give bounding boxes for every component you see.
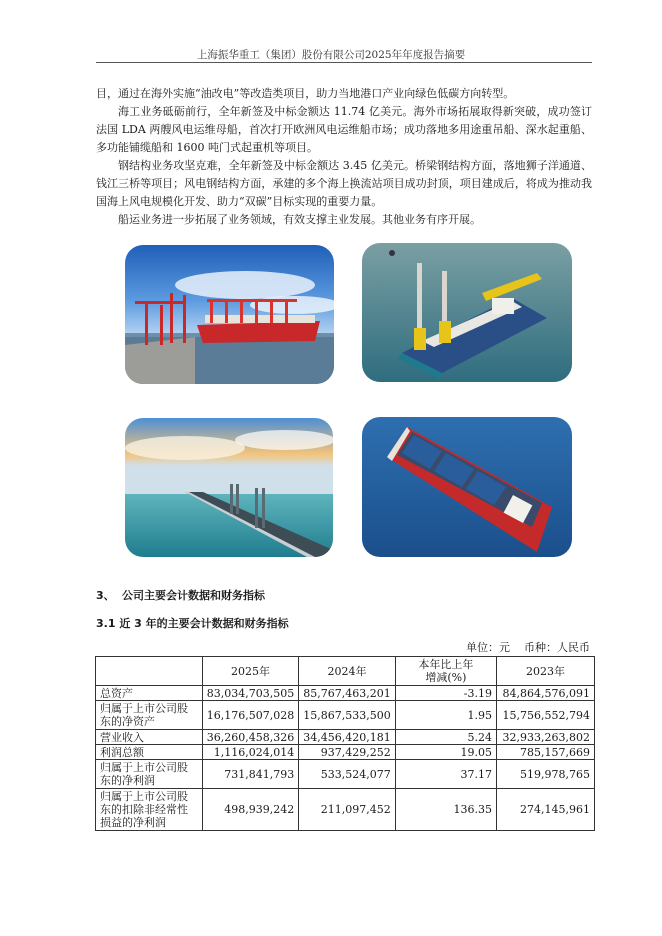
table-row (96, 789, 595, 831)
table-cell: 15,756,552,794 (497, 701, 595, 730)
table-cell: 136.35 (395, 789, 496, 831)
table-cell: 1,116,024,014 (202, 745, 298, 760)
table-cell: -3.19 (395, 686, 496, 701)
table-cell: 785,157,669 (497, 745, 595, 760)
table-header-row (96, 657, 595, 686)
table-row (96, 701, 595, 730)
paragraph-1: 目，通过在海外实施“油改电”等改造类项目，助力当地港口产业向绿色低碳方向转型。 (96, 87, 515, 100)
table-header-cell: 本年比上年 增减(%) (395, 657, 496, 686)
paragraph-2: 海工业务砥砺前行，全年新签及中标金额达 11.74 亿美元。海外市场拓展取得新突破，成功签订法国 LDA 两艘风电运维母船，首次打开欧洲风电运维船市场；成功落地多用途重吊船、深水起重船、多功能铺缆船和 1600 吨门式起重机等项目。 (96, 105, 592, 154)
row-label: 归属于上市公司股东的净利润 (96, 760, 203, 789)
table-cell: 34,456,420,181 (299, 730, 395, 745)
table-cell: 37.17 (395, 760, 496, 789)
table-header-cell: 2025年 (202, 657, 298, 686)
table-row (96, 686, 595, 701)
section-heading (96, 587, 265, 603)
cargo-ship-photo (362, 417, 572, 557)
paragraph-4: 船运业务进一步拓展了业务领域，有效支撑主业发展。其他业务有序开展。 (118, 213, 481, 226)
row-label: 总资产 (96, 686, 203, 701)
paragraph-3: 钢结构业务攻坚克难，全年新签及中标金额达 3.45 亿美元。桥梁钢结构方面，落地狮子洋通道、钱江三桥等项目；风电钢结构方面，承建的多个海上换流站项目成功封顶，项目建成后，将成为推动我国海上风电规模化开发、助力“双碳”目标实现的重要力量。 (96, 159, 592, 208)
unit-label: 单位：元 (466, 641, 510, 654)
row-label: 归属于上市公司股东的扣除非经常性损益的净利润 (96, 789, 203, 831)
page-header-title: 上海振华重工（集团）股份有限公司2025年年度报告摘要 (196, 49, 466, 61)
table-cell: 32,933,263,802 (497, 730, 595, 745)
table-cell: 1.95 (395, 701, 496, 730)
section-title: 公司主要会计数据和财务指标 (122, 589, 265, 602)
body-text (96, 85, 592, 229)
table-cell: 211,097,452 (299, 789, 395, 831)
table-row (96, 760, 595, 789)
row-label: 营业收入 (96, 730, 203, 745)
table-row (96, 730, 595, 745)
row-label: 利润总额 (96, 745, 203, 760)
table-cell: 84,864,576,091 (497, 686, 595, 701)
unit-line (466, 639, 590, 655)
financial-table (95, 656, 595, 831)
table-cell: 83,034,703,505 (202, 686, 298, 701)
table-header-cell: 2024年 (299, 657, 395, 686)
table-header-cell (96, 657, 203, 686)
port-cranes-photo (125, 245, 334, 384)
table-cell: 85,767,463,201 (299, 686, 395, 701)
subsection-heading: 3.1 近 3 年的主要会计数据和财务指标 (96, 617, 289, 630)
currency-label: 币种：人民币 (524, 641, 590, 654)
row-label: 归属于上市公司股东的净资产 (96, 701, 203, 730)
table-cell: 274,145,961 (497, 789, 595, 831)
table-cell: 937,429,252 (299, 745, 395, 760)
header-divider (96, 62, 592, 63)
table-cell: 5.24 (395, 730, 496, 745)
table-cell: 16,176,507,028 (202, 701, 298, 730)
table-header-cell: 2023年 (497, 657, 595, 686)
table-cell: 36,260,458,326 (202, 730, 298, 745)
section-number: 3、 (96, 589, 115, 602)
offshore-vessel-photo (362, 243, 572, 382)
table-cell: 19.05 (395, 745, 496, 760)
sea-bridge-photo (125, 418, 333, 557)
table-cell: 533,524,077 (299, 760, 395, 789)
table-cell: 519,978,765 (497, 760, 595, 789)
table-cell: 498,939,242 (202, 789, 298, 831)
table-cell: 731,841,793 (202, 760, 298, 789)
table-row (96, 745, 595, 760)
table-cell: 15,867,533,500 (299, 701, 395, 730)
